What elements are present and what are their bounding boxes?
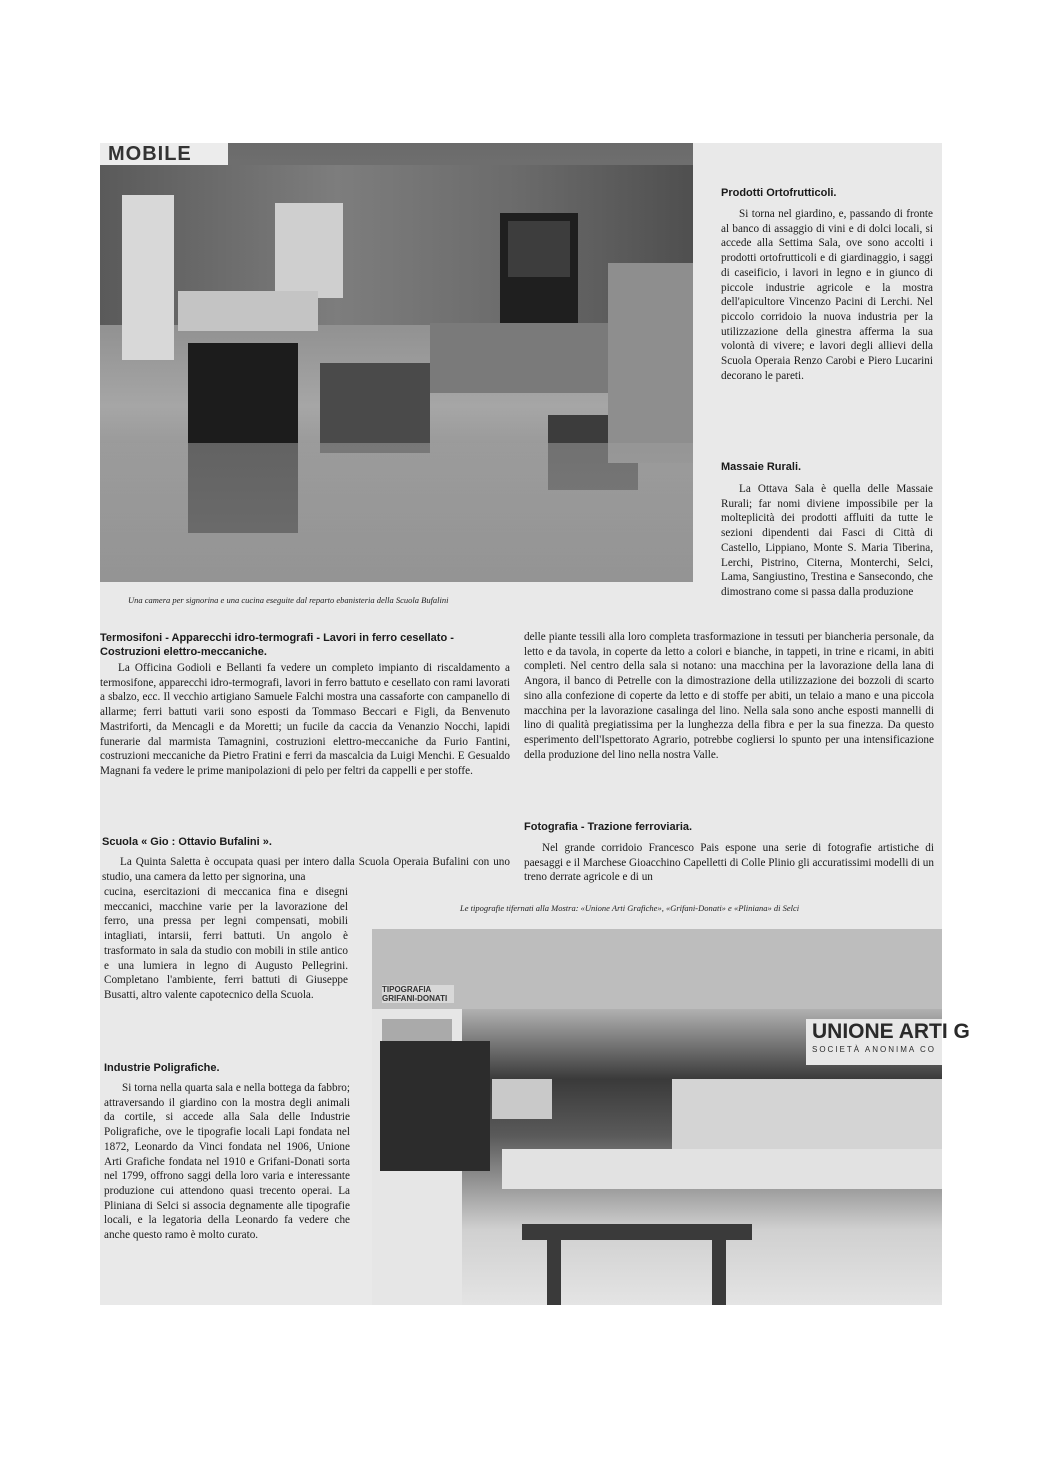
heading-massaie: Massaie Rurali. [721, 461, 802, 473]
placard-text: TIPOGRAFIA GRIFANI-DONATI [382, 985, 454, 1003]
banner-title: UNIONE ARTI G [812, 1020, 970, 1043]
bedroom-photo [100, 143, 693, 582]
text-ortofrutticoli: Si torna nel giardino, e, passando di fronte al banco di assaggio di vini e di dolci locali, si accede alla Settima Sala, ove sono accolti i prodotti ortofrutticoli e di giardinaggio, i saggi di caseificio, i lavori in legno e in giunco di piccole industrie agricole e la mostra dell'apicultore Vincenzo Pacini di Lerchi. Nel piccolo corridoio la nuova industria per la utilizzazione della ginestra afferma la sua volontà di vivere; e lavori degli allievi della Scuola Operaia Renzo Carobi e Piero Lucarini decorano le pareti. [721, 208, 933, 382]
heading-fotografia: Fotografia - Trazione ferroviaria. [524, 821, 693, 833]
heading-ortofrutticoli: Prodotti Ortofrutticoli. [721, 187, 837, 199]
text-massaie-b: delle piante tessili alla loro completa trasformazione in tessuti per biancheria personale, da letto e da tavola, in coperte da letto a colori e bianche, in tappeti, in trine e ricami, in abiti completi. Nel centro della sala si notano: una macchina per la lavorazione della lana di Angora, il banco di Petrelle con la dimostrazione della utilizzazione dei bozzoli di scarto sino alla confezione di coperte da letto e di stoffe per abiti, un telaio a mano e una piccola macchina per la lavorazione casalinga del lino. Nella sala sono anche esposti mannelli di lino di qualità pregiatissima per la lunghezza della fibra e per la sua finezza. Da questo esperimento dell'Ispettorato Agrario, potrebbe cogliersi lo spunto per una intensificazione della produzione del lino nella nostra Valle. [524, 631, 934, 761]
unione-banner [806, 1019, 970, 1065]
text-bufalini-b: cucina, esercitazioni di meccanica fina e disegni meccanici, macchine varie per la lavorazione del ferro, una pressa per legni compensati, mobili intagliati, intarsii, ferri battuti. Un angolo è trasformato in sala da studio con mobili in stile antico e una lumiera in legno di Augusto Pellegrini. Completano l'ambiente, ferri battuti di Giuseppe Busatti, altro valente capotecnico della Scuola. [104, 886, 348, 1001]
text-poligrafiche: Si torna nella quarta sala e nella bottega da fabbro; attraversando il giardino con la mostra degli animali da cortile, si accede alla Sala delle Industrie Poligrafiche, ove le tipografie locali Lapi fondata nel 1872, Leonardo da Vinci fondata nel 1906, Unione Arti Grafiche fondata nel 1910 e Grifani-Donati sorta nel 1799, offrono saggi della loro varia e interessante produzione cui attendono quasi trecento operai. La Pliniana di Selci si associa degnamente alle tipografie locali, e la legatoria della Leonardo fa vedere che anche questo ramo è molto curato. [104, 1082, 350, 1242]
magazine-page [100, 143, 970, 1305]
bottom-photo-caption: Le tipografie tifernati alla Mostra: «Unione Arti Grafiche», «Grifani-Donati» e «Pliniana» di Selci [460, 903, 800, 913]
text-termosifoni: La Officina Godioli e Bellanti fa vedere un completo impianto di riscaldamento a termosifone, apparecchi idro-termografi, lavori in ferro battuto e cesellato con rami lavorati a sbalzo, ecc. Il vecchio artigiano Samuele Falchi mostra una cassaforte con campanello di allarme; ferri battuti varii sono esposti da Tommaso Beccari e Figli, da Benvenuto Mastriforti, da Mencagli e da Moretti; un fucile da caccia da Venanzio Nocchi, lapidi funerarie dal marmista Tamagnini, costruzioni elettro-meccaniche da Furio Fantini, costruzioni meccaniche da Pietro Fratini e ferri da mascalcia da Luigi Menchi. E Gesualdo Magnani fa vedere le prime manipolazioni di pelo per feltri da cappelli e per stoffe. [100, 662, 510, 777]
printshop-photo [372, 929, 970, 1305]
banner-subtitle: SOCIETÀ ANONIMA CO [812, 1045, 937, 1054]
text-fotografia: Nel grande corridoio Francesco Pais espone una serie di fotografie artistiche di paesaggi e il Marchese Gioacchino Capelletti di Colle Plinio gli accuratissimi modelli di un treno derrate agricole e di un [524, 842, 934, 884]
heading-poligrafiche: Industrie Poligrafiche. [104, 1062, 220, 1074]
heading-bufalini: Scuola « Gio : Ottavio Bufalini ». [102, 836, 272, 848]
heading-termosifoni: Termosifoni - Apparecchi idro-termografi - Lavori in ferro cesellato - Costruzioni elettro-meccaniche. [100, 632, 454, 658]
top-photo-caption: Una camera per signorina e una cucina eseguite dal reparto ebanisteria della Scuola Bufalini [128, 595, 449, 605]
text-massaie-a: La Ottava Sala è quella delle Massaie Rurali; far nomi diviene impossibile per la molteplicità dei prodotti affluiti da tutte le sezioni dipendenti dai Fasci di Città di Castello, Lippiano, Monte S. Maria Tiberina, Lerchi, Pistrino, Citerna, Monterchi, Selci, Lama, Sangiustino, Trestina e Sansecondo, che dimostrano come si passa dalla produzione [721, 483, 933, 598]
text-bufalini-a: La Quinta Saletta è occupata quasi per intero dalla Scuola Operaia Bufalini con uno studio, una camera da letto per signorina, una [102, 856, 510, 883]
photo-sign: MOBILE [100, 143, 228, 165]
